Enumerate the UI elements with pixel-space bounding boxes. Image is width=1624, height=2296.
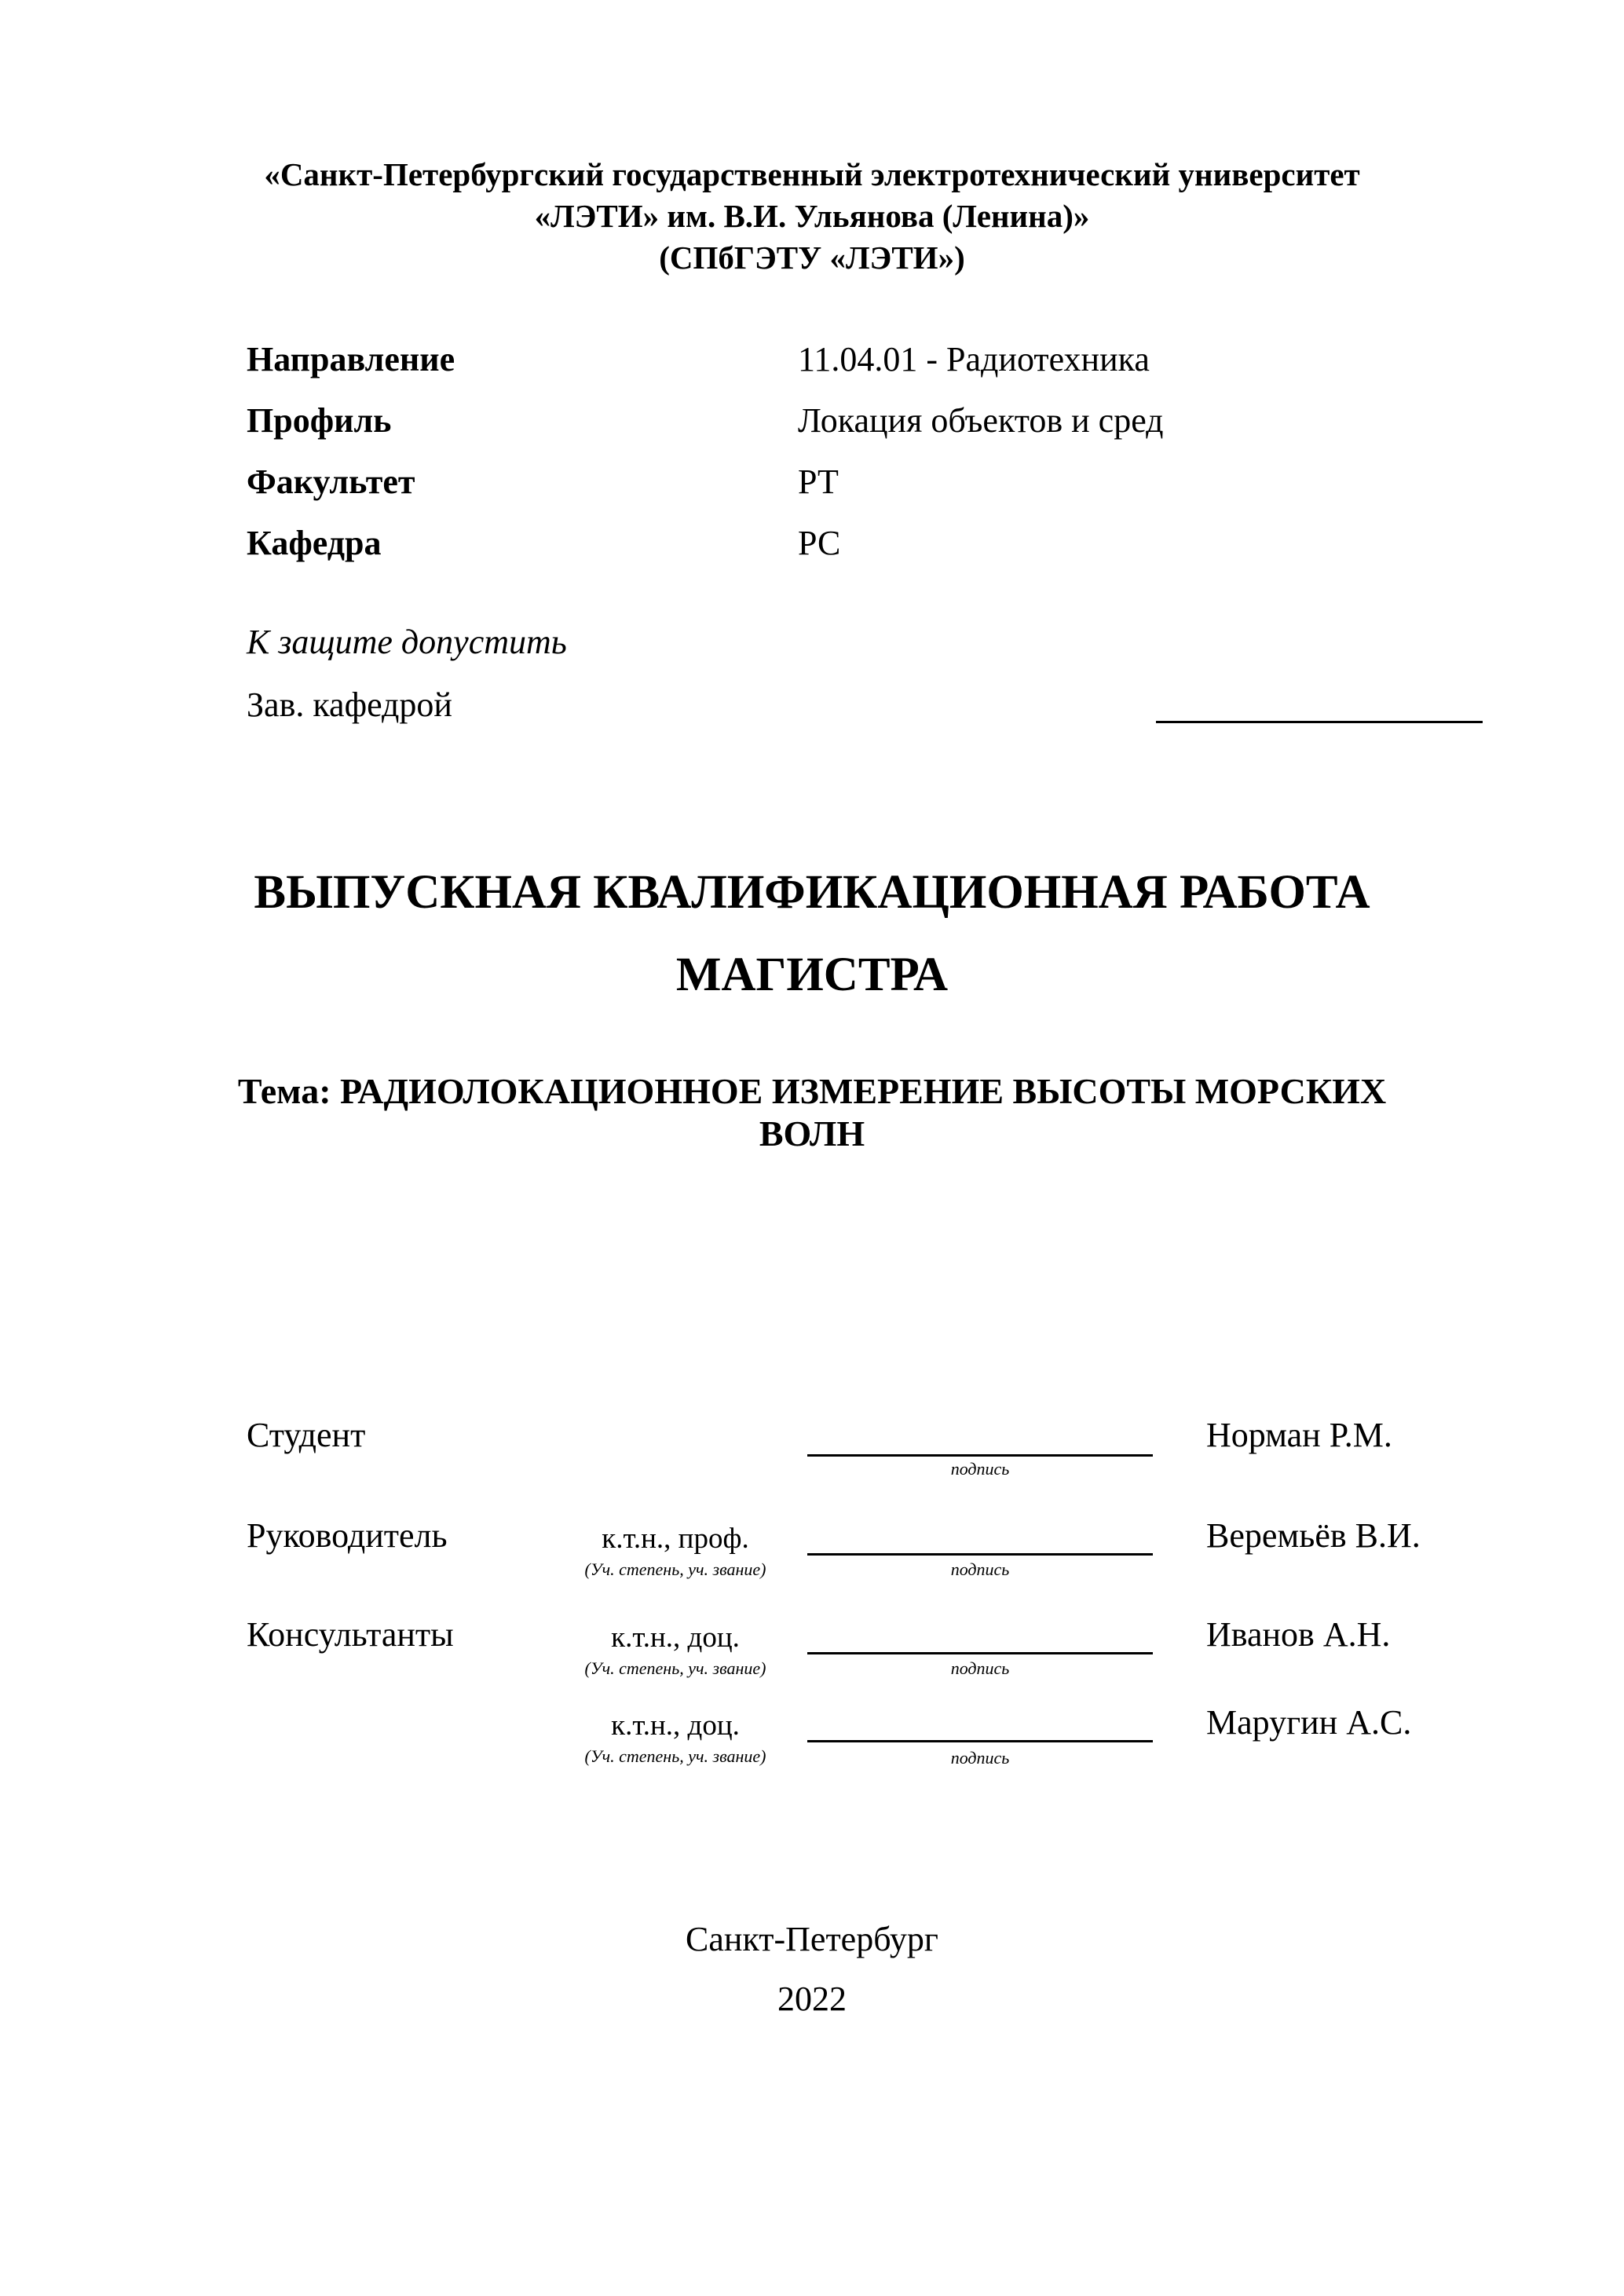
degree-note-supervisor: (Уч. степень, уч. звание) [584, 1559, 766, 1579]
degree-supervisor: к.т.н., проф. [602, 1523, 749, 1555]
thesis-topic-line2: ВОЛН [759, 1113, 865, 1153]
year: 2022 [777, 1980, 847, 2018]
name-student: Норман Р.М. [1206, 1416, 1392, 1454]
signature-line-consultant-2 [807, 1740, 1153, 1742]
head-signature-line [1156, 721, 1483, 723]
degree-note-consultant-1: (Уч. степень, уч. звание) [584, 1658, 766, 1678]
thesis-title-line1: ВЫПУСКНАЯ КВАЛИФИКАЦИОННАЯ РАБОТА [254, 866, 1370, 919]
info-label-faculty: Факультет [247, 462, 415, 501]
thesis-topic-line1: Тема: РАДИОЛОКАЦИОННОЕ ИЗМЕРЕНИЕ ВЫСОТЫ МОРСКИХ [237, 1071, 1387, 1111]
info-value-direction: 11.04.01 - Радиотехника [798, 340, 1150, 378]
info-label-direction: Направление [247, 340, 455, 378]
name-consultant-1: Иванов А.Н. [1206, 1615, 1391, 1654]
signature-note-student: подпись [950, 1459, 1010, 1479]
degree-consultant-2: к.т.н., доц. [611, 1709, 740, 1742]
signature-note-consultant-2: подпись [950, 1748, 1010, 1768]
role-supervisor: Руководитель [247, 1516, 448, 1555]
university-name-line1: «Санкт-Петербургский государственный электротехнический университет [264, 156, 1360, 192]
info-label-department: Кафедра [247, 524, 382, 562]
head-of-department-label: Зав. кафедрой [247, 686, 452, 724]
name-supervisor: Веремьёв В.И. [1206, 1516, 1421, 1555]
signature-note-supervisor: подпись [950, 1559, 1010, 1579]
role-student: Студент [247, 1416, 366, 1454]
university-name-line2: «ЛЭТИ» им. В.И. Ульянова (Ленина)» [534, 198, 1090, 234]
signature-line-consultant-1 [807, 1652, 1153, 1654]
info-value-profile: Локация объектов и сред [798, 401, 1164, 440]
signature-line-supervisor [807, 1553, 1153, 1556]
city: Санкт-Петербург [686, 1920, 938, 1958]
info-value-faculty: РТ [798, 462, 839, 501]
university-abbr: (СПбГЭТУ «ЛЭТИ») [659, 239, 965, 276]
degree-consultant-1: к.т.н., доц. [611, 1621, 740, 1654]
signature-line-student [807, 1454, 1153, 1457]
thesis-title-line2: МАГИСТРА [675, 949, 949, 1001]
role-consultants: Консультанты [247, 1615, 454, 1654]
info-label-profile: Профиль [247, 401, 392, 440]
admit-to-defense: К защите допустить [247, 623, 567, 661]
degree-note-consultant-2: (Уч. степень, уч. звание) [584, 1746, 766, 1766]
name-consultant-2: Маругин А.С. [1206, 1703, 1412, 1742]
signature-note-consultant-1: подпись [950, 1658, 1010, 1678]
info-value-department: РС [798, 524, 841, 562]
